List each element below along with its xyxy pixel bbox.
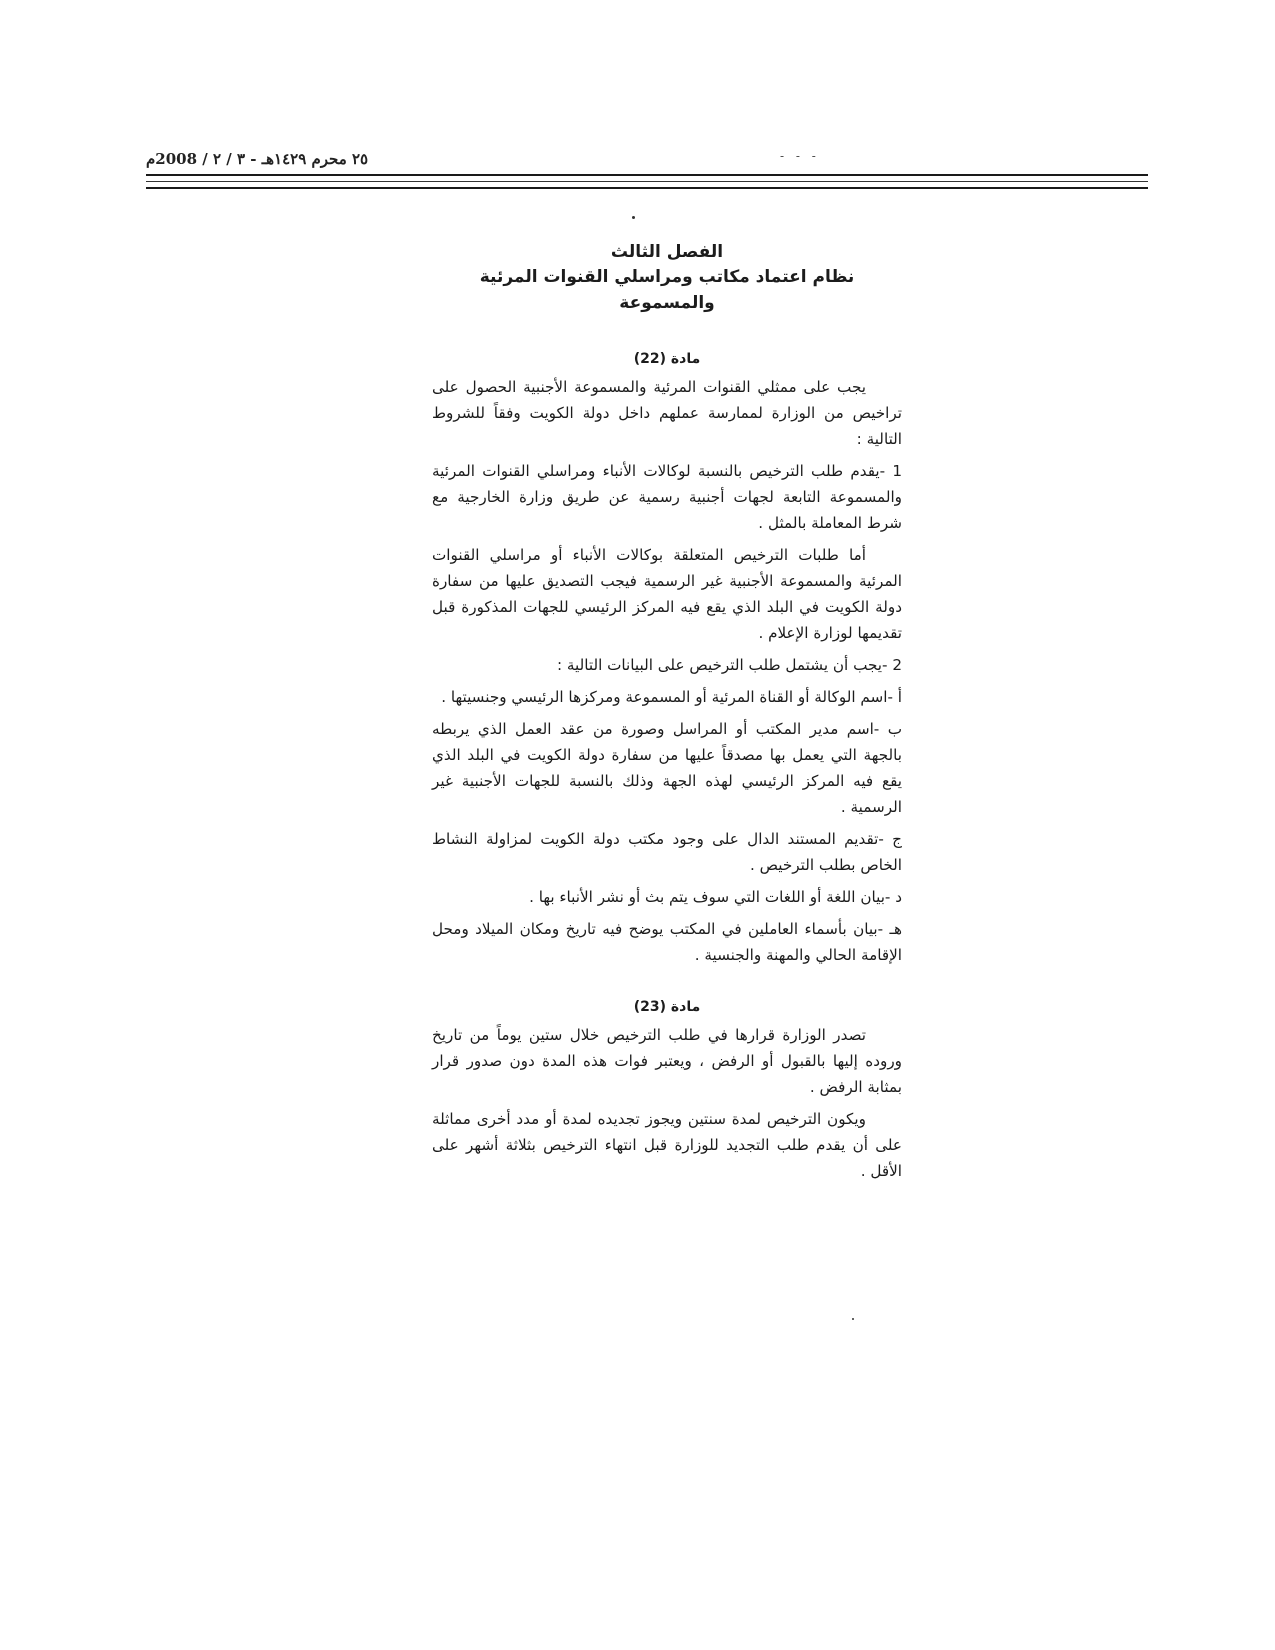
chapter-subtitle: نظام اعتماد مكاتب ومراسلي القنوات المرئية والمسموعة: [479, 267, 855, 313]
article-23-heading: مادة (23): [633, 999, 701, 1015]
article-22-item-a: أ -اسم الوكالة أو القناة المرئية أو المسموعة ومركزها الرئيسي وجنسيتها .: [441, 688, 902, 706]
header-rule-middle: [146, 181, 1148, 182]
gazette-date-line: ٢٥ محرم ١٤٢٩هـ - ٣ / ٢ / 2008م: [146, 150, 369, 168]
body-column: [432, 240, 902, 1190]
article-22-item-d: د -بيان اللغة أو اللغات التي سوف يتم بث أو نشر الأنباء بها .: [529, 888, 902, 906]
scan-speck: [852, 1318, 854, 1320]
header-rule-top: [146, 174, 1148, 176]
header-dashes: - - -: [780, 149, 820, 163]
chapter-title: الفصل الثالث: [610, 242, 724, 262]
header-rule-bottom: [146, 187, 1148, 189]
article-23-paragraph-2: ويكون الترخيص لمدة سنتين ويجوز تجديده لمدة أو مدد أخرى مماثلة على أن يقدم طلب التجديد للوزارة قبل انتهاء الترخيص بثلاثة أشهر على الأقل .: [432, 1110, 902, 1180]
article-23-paragraph-1: تصدر الوزارة قرارها في طلب الترخيص خلال ستين يوماً من تاريخ وروده إليها بالقبول أو الرفض ، ويعتبر فوات هذه المدة دون صدور قرار بمثابة الرفض .: [432, 1026, 902, 1096]
article-22-item-e: هـ -بيان بأسماء العاملين في المكتب يوضح فيه تاريخ ومكان الميلاد ومحل الإقامة الحالي والمهنة والجنسية .: [432, 920, 902, 964]
article-22-intro: يجب على ممثلي القنوات المرئية والمسموعة الأجنبية الحصول على تراخيص من الوزارة لممارسة عملهم داخل دولة الكويت وفقاً للشروط التالية :: [432, 378, 902, 448]
article-spacer: [432, 974, 902, 996]
article-22-clause-1-detail: أما طلبات الترخيص المتعلقة بوكالات الأنباء أو مراسلي القنوات المرئية والمسموعة الأجنبية غير الرسمية فيجب التصديق عليها من سفارة دولة الكويت في البلد الذي يقع فيه المركز الرئيسي للجهات المذكورة قبل تقديمها لوزارة الإعلام .: [432, 546, 902, 642]
scan-speck: [632, 216, 635, 219]
article-22-item-c: ج -تقديم المستند الدال على وجود مكتب دولة الكويت لمزاولة النشاط الخاص بطلب الترخيص .: [432, 830, 902, 874]
article-22-heading: مادة (22): [633, 351, 701, 367]
article-22-clause-2: 2 -يجب أن يشتمل طلب الترخيص على البيانات التالية :: [556, 656, 902, 674]
article-22-clause-1: 1 -يقدم طلب الترخيص بالنسبة لوكالات الأنباء ومراسلي القنوات المرئية والمسموعة التابعة لجهات أجنبية رسمية عن طريق وزارة الخارجية مع شرط المعاملة بالمثل .: [432, 462, 902, 532]
article-22-item-b: ب -اسم مدير المكتب أو المراسل وصورة من عقد العمل الذي يربطه بالجهة التي يعمل بها مصدقاً عليها من سفارة دولة الكويت في البلد الذي يقع فيه المركز الرئيسي لهذه الجهة وذلك بالنسبة للجهات الأجنبية غير الرسمية .: [432, 720, 902, 816]
